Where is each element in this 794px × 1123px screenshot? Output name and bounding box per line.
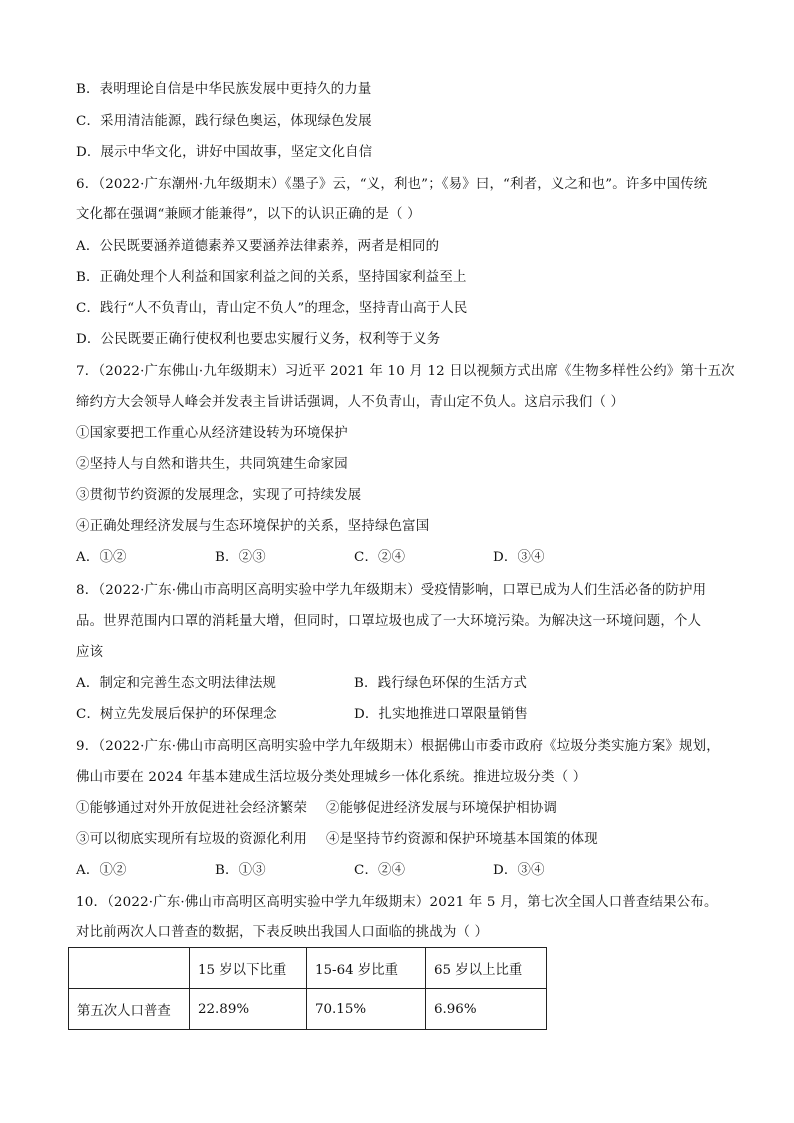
table-header-cell: 15 岁以下比重	[190, 948, 307, 989]
q7-item-4: ④正确处理经济发展与生态环境保护的关系，坚持绿色富国	[76, 519, 430, 534]
q6-option-c: C．践行“人不负青山，青山定不负人”的理念，坚持青山高于人民	[76, 301, 468, 316]
q10-stem-line1: 10．（2022·广东·佛山市高明区高明实验中学九年级期末）2021 年 5 月，第七次全国人口普查结果公布。	[76, 895, 718, 910]
census-table	[68, 947, 547, 1030]
q5-option-d: D．展示中华文化，讲好中国故事，坚定文化自信	[76, 145, 373, 160]
q8-stem-line3: 应该	[76, 645, 104, 660]
table-cell: 6.96%	[426, 989, 547, 1030]
q9-stem-line2: 佛山市要在 2024 年基本建成生活垃圾分类处理城乡一体化系统。推进垃圾分类（ ）	[76, 770, 587, 785]
q7-option-a: A．①②	[76, 550, 127, 565]
q7-option-b: B．②③	[215, 550, 266, 565]
q5-option-c: C．采用清洁能源，践行绿色奥运，体现绿色发展	[76, 114, 372, 129]
q9-option-c: C．②④	[354, 863, 406, 878]
q6-stem-line2: 文化都在强调“兼顾才能兼得”，以下的认识正确的是（ ）	[76, 207, 421, 222]
table-cell: 70.15%	[307, 989, 426, 1030]
table-header-row	[69, 948, 547, 989]
q9-option-b: B．①③	[215, 863, 266, 878]
table-cell: 第五次人口普查	[69, 989, 190, 1030]
q6-option-a: A．公民既要涵养道德素养又要涵养法律素养，两者是相同的	[76, 239, 440, 254]
q6-stem-line1: 6．（2022·广东潮州·九年级期末）《墨子》云，“义，利也”；《易》曰，“利者，义之和也”。许多中国传统	[76, 177, 708, 192]
q7-item-2: ②坚持人与自然和谐共生，共同筑建生命家园	[76, 457, 348, 472]
q9-stem-line1: 9．（2022·广东·佛山市高明区高明实验中学九年级期末）根据佛山市委市政府《垃圾分类实施方案》规划，	[76, 739, 720, 754]
q7-stem-line2: 缔约方大会领导人峰会并发表主旨讲话强调，人不负青山，青山定不负人。这启示我们（ ）	[76, 395, 625, 410]
q10-stem-line2: 对比前两次人口普查的数据，下表反映出我国人口面临的挑战为（ ）	[76, 925, 489, 940]
q9-option-a: A．①②	[76, 863, 127, 878]
q9-item-2: ②能够促进经济发展与环境保护相协调	[326, 801, 558, 816]
q7-stem-line1: 7．（2022·广东佛山·九年级期末）习近平 2021 年 10 月 12 日以视频方式出席《生物多样性公约》第十五次	[76, 364, 735, 379]
table-cell: 22.89%	[190, 989, 307, 1030]
q8-option-b: B．践行绿色环保的生活方式	[354, 676, 528, 691]
q6-option-b: B．正确处理个人利益和国家利益之间的关系，坚持国家利益至上	[76, 270, 467, 285]
q5-option-b: B．表明理论自信是中华民族发展中更持久的力量	[76, 82, 372, 97]
q8-option-d: D．扎实地推进口罩限量销售	[354, 707, 529, 722]
q7-item-3: ③贯彻节约资源的发展理念，实现了可持续发展	[76, 488, 362, 503]
q8-option-a: A．制定和完善生态文明法律法规	[76, 676, 277, 691]
q9-item-4: ④是坚持节约资源和保护环境基本国策的体现	[326, 832, 598, 847]
q7-option-c: C．②④	[354, 550, 406, 565]
q7-option-d: D．③④	[493, 550, 545, 565]
q9-option-d: D．③④	[493, 863, 545, 878]
q8-stem-line2: 品。世界范围内口罩的消耗量大增，但同时，口罩垃圾也成了一大环境污染。为解决这一环境问题，个人	[76, 614, 702, 629]
q9-item-1: ①能够通过对外开放促进社会经济繁荣	[76, 801, 308, 816]
table-header-cell	[69, 948, 190, 989]
q9-item-3: ③可以彻底实现所有垃圾的资源化利用	[76, 832, 308, 847]
q8-option-c: C．树立先发展后保护的环保理念	[76, 707, 277, 722]
table-header-cell: 65 岁以上比重	[426, 948, 547, 989]
q7-item-1: ①国家要把工作重心从经济建设转为环境保护	[76, 426, 348, 441]
q6-option-d: D．公民既要正确行使权利也要忠实履行义务，权利等于义务	[76, 332, 441, 347]
table-row	[69, 989, 547, 1030]
q8-stem-line1: 8．（2022·广东·佛山市高明区高明实验中学九年级期末）受疫情影响，口罩已成为人们生活必备的防护用	[76, 583, 707, 598]
table-header-cell: 15-64 岁比重	[307, 948, 426, 989]
